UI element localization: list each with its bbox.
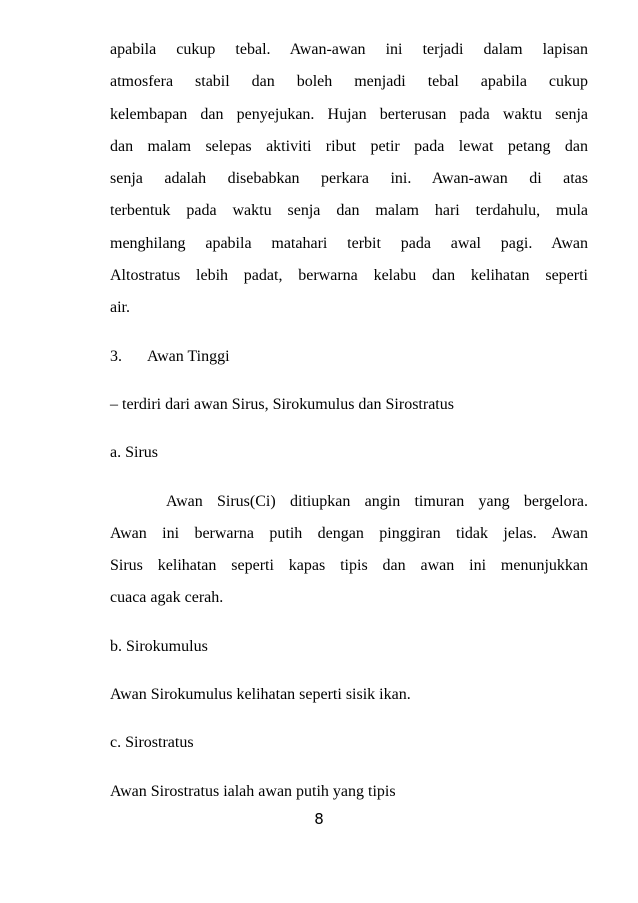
paragraph-sirus: [110, 486, 588, 615]
paragraph-line: terbentuk pada waktu senja dan malam hari terdahulu, mula: [110, 202, 588, 220]
paragraph-sirostratus: Awan Sirostratus ialah awan putih yang tipis: [110, 782, 396, 800]
paragraph-line: kelembapan dan penyejukan. Hujan berterusan pada waktu senja: [110, 105, 588, 123]
subheading-sirokumulus: b. Sirokumulus: [110, 637, 208, 655]
paragraph-line: apabila cukup tebal. Awan-awan ini terjadi dalam lapisan: [110, 41, 588, 58]
body-text: [110, 34, 588, 808]
page-number: 8: [314, 810, 324, 828]
section-intro: – terdiri dari awan Sirus, Sirokumulus dan Sirostratus: [110, 395, 454, 413]
paragraph-altostratus: [110, 34, 588, 325]
section-heading-awan-tinggi: [110, 341, 588, 373]
paragraph-line: atmosfera stabil dan boleh menjadi tebal apabila cukup: [110, 73, 588, 91]
paragraph-line: menghilang apabila matahari terbit pada awal pagi. Awan: [110, 234, 588, 252]
section-title: Awan Tinggi: [147, 347, 230, 365]
paragraph-line: cuaca agak cerah.: [110, 589, 224, 607]
section-number: 3.: [110, 347, 122, 365]
subheading-sirostratus: c. Sirostratus: [110, 734, 194, 752]
subheading-sirus: a. Sirus: [110, 444, 158, 462]
paragraph-line: Sirus kelihatan seperti kapas tipis dan awan ini menunjukkan: [110, 557, 588, 575]
paragraph-line: senja adalah disebabkan perkara ini. Awan-awan di atas: [110, 170, 588, 188]
paragraph-line: Altostratus lebih padat, berwarna kelabu dan kelihatan seperti: [110, 267, 588, 285]
paragraph-line: Awan ini berwarna putih dengan pinggiran tidak jelas. Awan: [110, 524, 588, 542]
paragraph-line: dan malam selepas aktiviti ribut petir pada lewat petang dan: [110, 137, 588, 155]
paragraph-line: air.: [110, 299, 130, 317]
paragraph-sirokumulus: Awan Sirokumulus kelihatan seperti sisik ikan.: [110, 686, 411, 704]
paragraph-line: Awan Sirus(Ci) ditiupkan angin timuran yang bergelora.: [166, 492, 588, 510]
